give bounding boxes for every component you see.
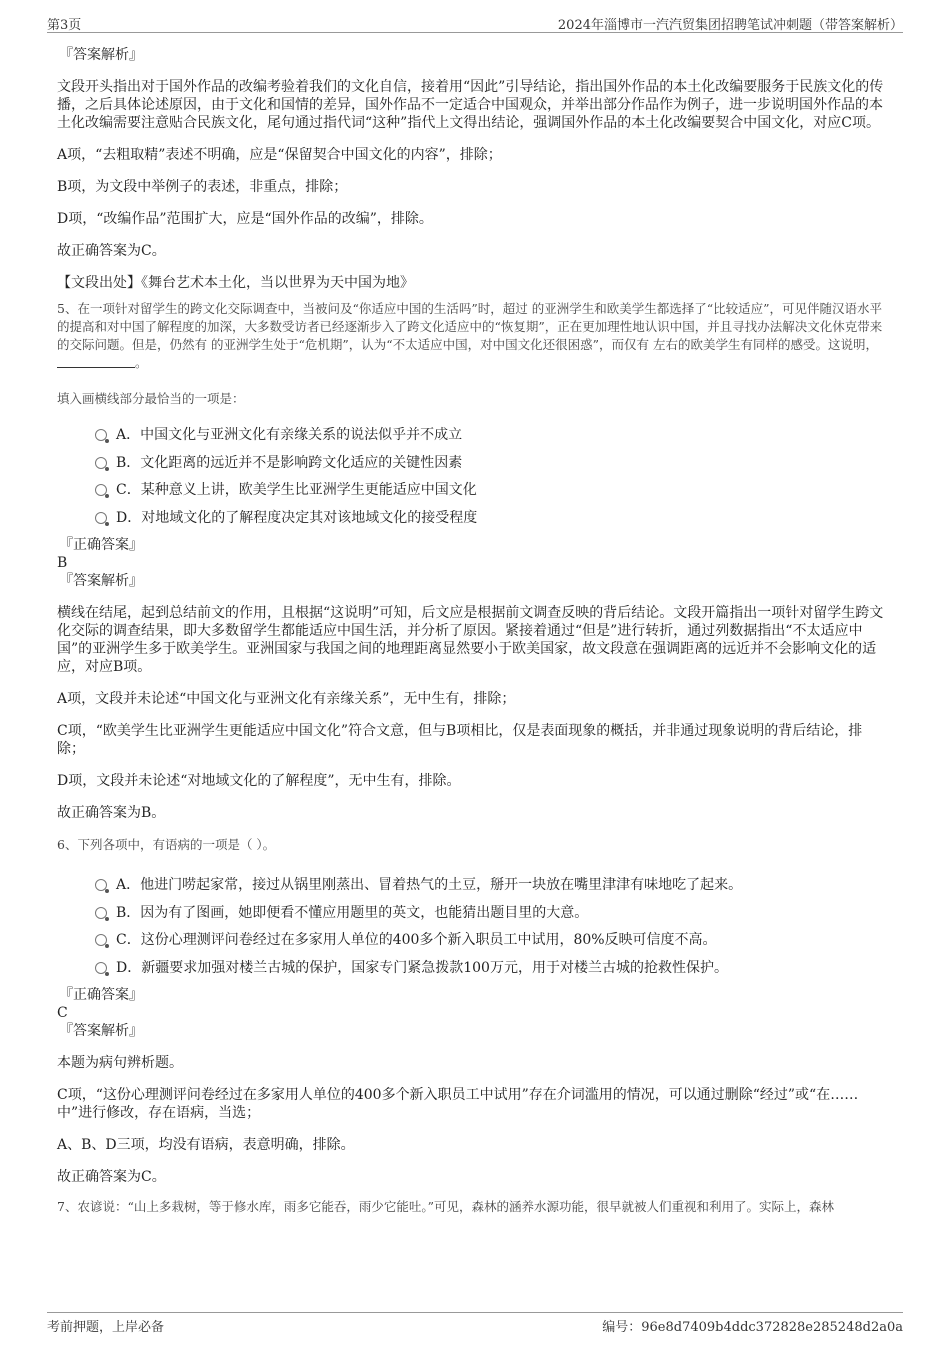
document-code: 编号：96e8d7409b4ddc372828e285248d2a0a	[602, 1320, 903, 1335]
q6-option-a[interactable]	[95, 872, 890, 900]
option-text: 对地域文化的了解程度决定其对该地域文化的接受程度	[141, 509, 478, 526]
q4-option-a-note: A项，“去粗取精”表述不明确，应是“保留契合中国文化的内容”，排除；	[57, 147, 502, 163]
q5-options	[95, 422, 890, 532]
option-key: D．	[116, 509, 142, 526]
q5-stem-end: 。	[135, 355, 148, 370]
q6-answer-label: 『正确答案』	[59, 987, 143, 1003]
q5-stem-text: 5、在一项针对留学生的跨文化交际调查中，当被问及“你适应中国的生活吗”时，超过 的亚洲学生和欧美学生都选择了“比较适应”，可见伴随汉语水平的提高和对中国了解程度的加深，大多数受访者已经逐渐步入了跨文化适应中的“恢复期”，正在更加理性地认识中国，并且寻找办法解决文化休克带来的交际问题。但是，仍然有 的亚洲学生处于“危机期”，认为“不太适应中国，对中国文化还很困惑”，而仅有 左右的欧美学生有同样的感受。这说明，	[57, 301, 883, 352]
page-footer	[47, 1312, 903, 1335]
q6-option-b[interactable]	[95, 900, 890, 928]
q5-fill-blank	[57, 355, 135, 368]
option-text: 他进门唠起家常，接过从锅里刚蒸出、冒着热气的土豆，掰开一块放在嘴里津津有味地吃了起来。	[140, 877, 743, 893]
option-text: 因为有了图画，她即便看不懂应用题里的英文，也能猜出题目里的大意。	[140, 904, 589, 921]
q6-options	[95, 872, 890, 982]
q5-option-b[interactable]	[95, 450, 890, 478]
q6-stem: 6、下列各项中，有语病的一项是（ ）。	[57, 837, 276, 852]
q4-analysis-label: 『答案解析』	[59, 47, 143, 63]
q6-option-d[interactable]	[95, 955, 890, 983]
q6-conclusion: 故正确答案为C。	[57, 1169, 166, 1185]
option-key: D．	[116, 959, 142, 976]
q7-stem: 7、农谚说：“山上多栽树，等于修水库，雨多它能吞，雨少它能吐。”可见，森林的涵养水源功能，很早就被人们重视和利用了。实际上，森林	[57, 1199, 834, 1214]
option-text: 中国文化与亚洲文化有亲缘关系的说法似乎并不成立	[140, 427, 463, 443]
q4-source: 【文段出处】《舞台艺术本土化，当以世界为天中国为地》	[57, 275, 414, 291]
option-text: 新疆要求加强对楼兰古城的保护，国家专门紧急拨款100万元，用于对楼兰古城的抢救性保护。	[141, 959, 728, 976]
option-key: A．	[116, 877, 141, 893]
q5-answer-label: 『正确答案』	[59, 537, 143, 553]
q4-conclusion: 故正确答案为C。	[57, 243, 166, 259]
q6-option-c[interactable]	[95, 927, 890, 955]
radio-icon[interactable]	[95, 512, 107, 524]
q5-conclusion: 故正确答案为B。	[57, 805, 166, 821]
option-text: 某种意义上讲，欧美学生比亚洲学生更能适应中国文化	[140, 482, 477, 498]
q5-option-a-note: A项，文段并未论述“中国文化与亚洲文化有亲缘关系”，无中生有，排除；	[57, 691, 516, 707]
q5-analysis: 横线在结尾，起到总结前文的作用，且根据“这说明”可知，后文应是根据前文调查反映的背后结论。文段开篇指出一项针对留学生跨文化交际的调查结果，即大多数留学生都能适应中国生活，并分析了原因。紧接着通过“但是”进行转折，通过列数据指出“不太适应中国”的亚洲学生多于欧美学生。亚洲国家与我国之间的地理距离显然要小于欧美国家，故文段意在强调距离的远近并不会影响文化的适应，对应B项。	[57, 605, 884, 675]
option-text: 文化距离的远近并不是影响跨文化适应的关键性因素	[140, 454, 463, 471]
option-key: B．	[116, 454, 141, 471]
q5-answer: B	[57, 555, 68, 571]
radio-icon[interactable]	[95, 429, 107, 441]
page-header	[47, 12, 903, 33]
q5-option-c-note: C项，“欧美学生比亚洲学生更能适应中国文化”符合文意，但与B项相比，仅是表面现象的概括，并非通过现象说明的背后结论，排除；	[57, 723, 863, 757]
option-text: 这份心理测评问卷经过在多家用人单位的400多个新入职员工中试用，80%反映可信度不高。	[140, 932, 717, 948]
q5-prompt: 填入画横线部分最恰当的一项是：	[57, 391, 245, 406]
q5-option-d[interactable]	[95, 505, 890, 533]
q5-option-c[interactable]	[95, 477, 890, 505]
radio-icon[interactable]	[95, 457, 107, 469]
radio-icon[interactable]	[95, 934, 107, 946]
q6-option-abd-note: A、B、D三项，均没有语病，表意明确，排除。	[57, 1137, 355, 1153]
radio-icon[interactable]	[95, 907, 107, 919]
q5-option-a[interactable]	[95, 422, 890, 450]
option-key: C．	[116, 482, 141, 498]
q5-option-d-note: D项，文段并未论述“对地域文化的了解程度”，无中生有，排除。	[57, 773, 461, 789]
document-title: 2024年淄博市一汽汽贸集团招聘笔试冲刺题（带答案解析）	[557, 18, 903, 33]
q6-analysis-label: 『答案解析』	[59, 1023, 143, 1039]
radio-icon[interactable]	[95, 962, 107, 974]
q6-option-c-note: C项，“这份心理测评问卷经过在多家用人单位的400多个新入职员工中试用”存在介词滥用的情况，可以通过删除“经过”或“在……中”进行修改，存在语病，当选；	[57, 1087, 859, 1121]
q4-option-b-note: B项，为文段中举例子的表述，非重点，排除；	[57, 179, 348, 195]
q4-analysis: 文段开头指出对于国外作品的改编考验着我们的文化自信，接着用“因此”引导结论，指出国外作品的本土化改编要服务于民族文化的传播，之后具体论述原因，由于文化和国情的差异，国外作品不一定适合中国观众，并举出部分作品作为例子，进一步说明国外作品的本土化改编需要注意贴合民族文化，尾句通过指代词“这种”指代上文得出结论，强调国外作品的本土化改编要契合中国文化，对应C项。	[57, 79, 884, 131]
q6-intro: 本题为病句辨析题。	[57, 1055, 183, 1071]
page-number: 第3页	[47, 18, 82, 33]
radio-icon[interactable]	[95, 879, 107, 891]
option-key: B．	[116, 904, 141, 921]
option-key: C．	[116, 932, 141, 948]
q5-stem	[57, 300, 890, 372]
q5-analysis-label: 『答案解析』	[59, 573, 143, 589]
q6-answer: C	[57, 1005, 68, 1021]
q4-option-d-note: D项，“改编作品”范围扩大，应是“国外作品的改编”，排除。	[57, 211, 433, 227]
document-body	[57, 46, 890, 1216]
footer-slogan: 考前押题，上岸必备	[47, 1320, 165, 1335]
radio-icon[interactable]	[95, 484, 107, 496]
option-key: A．	[116, 427, 141, 443]
